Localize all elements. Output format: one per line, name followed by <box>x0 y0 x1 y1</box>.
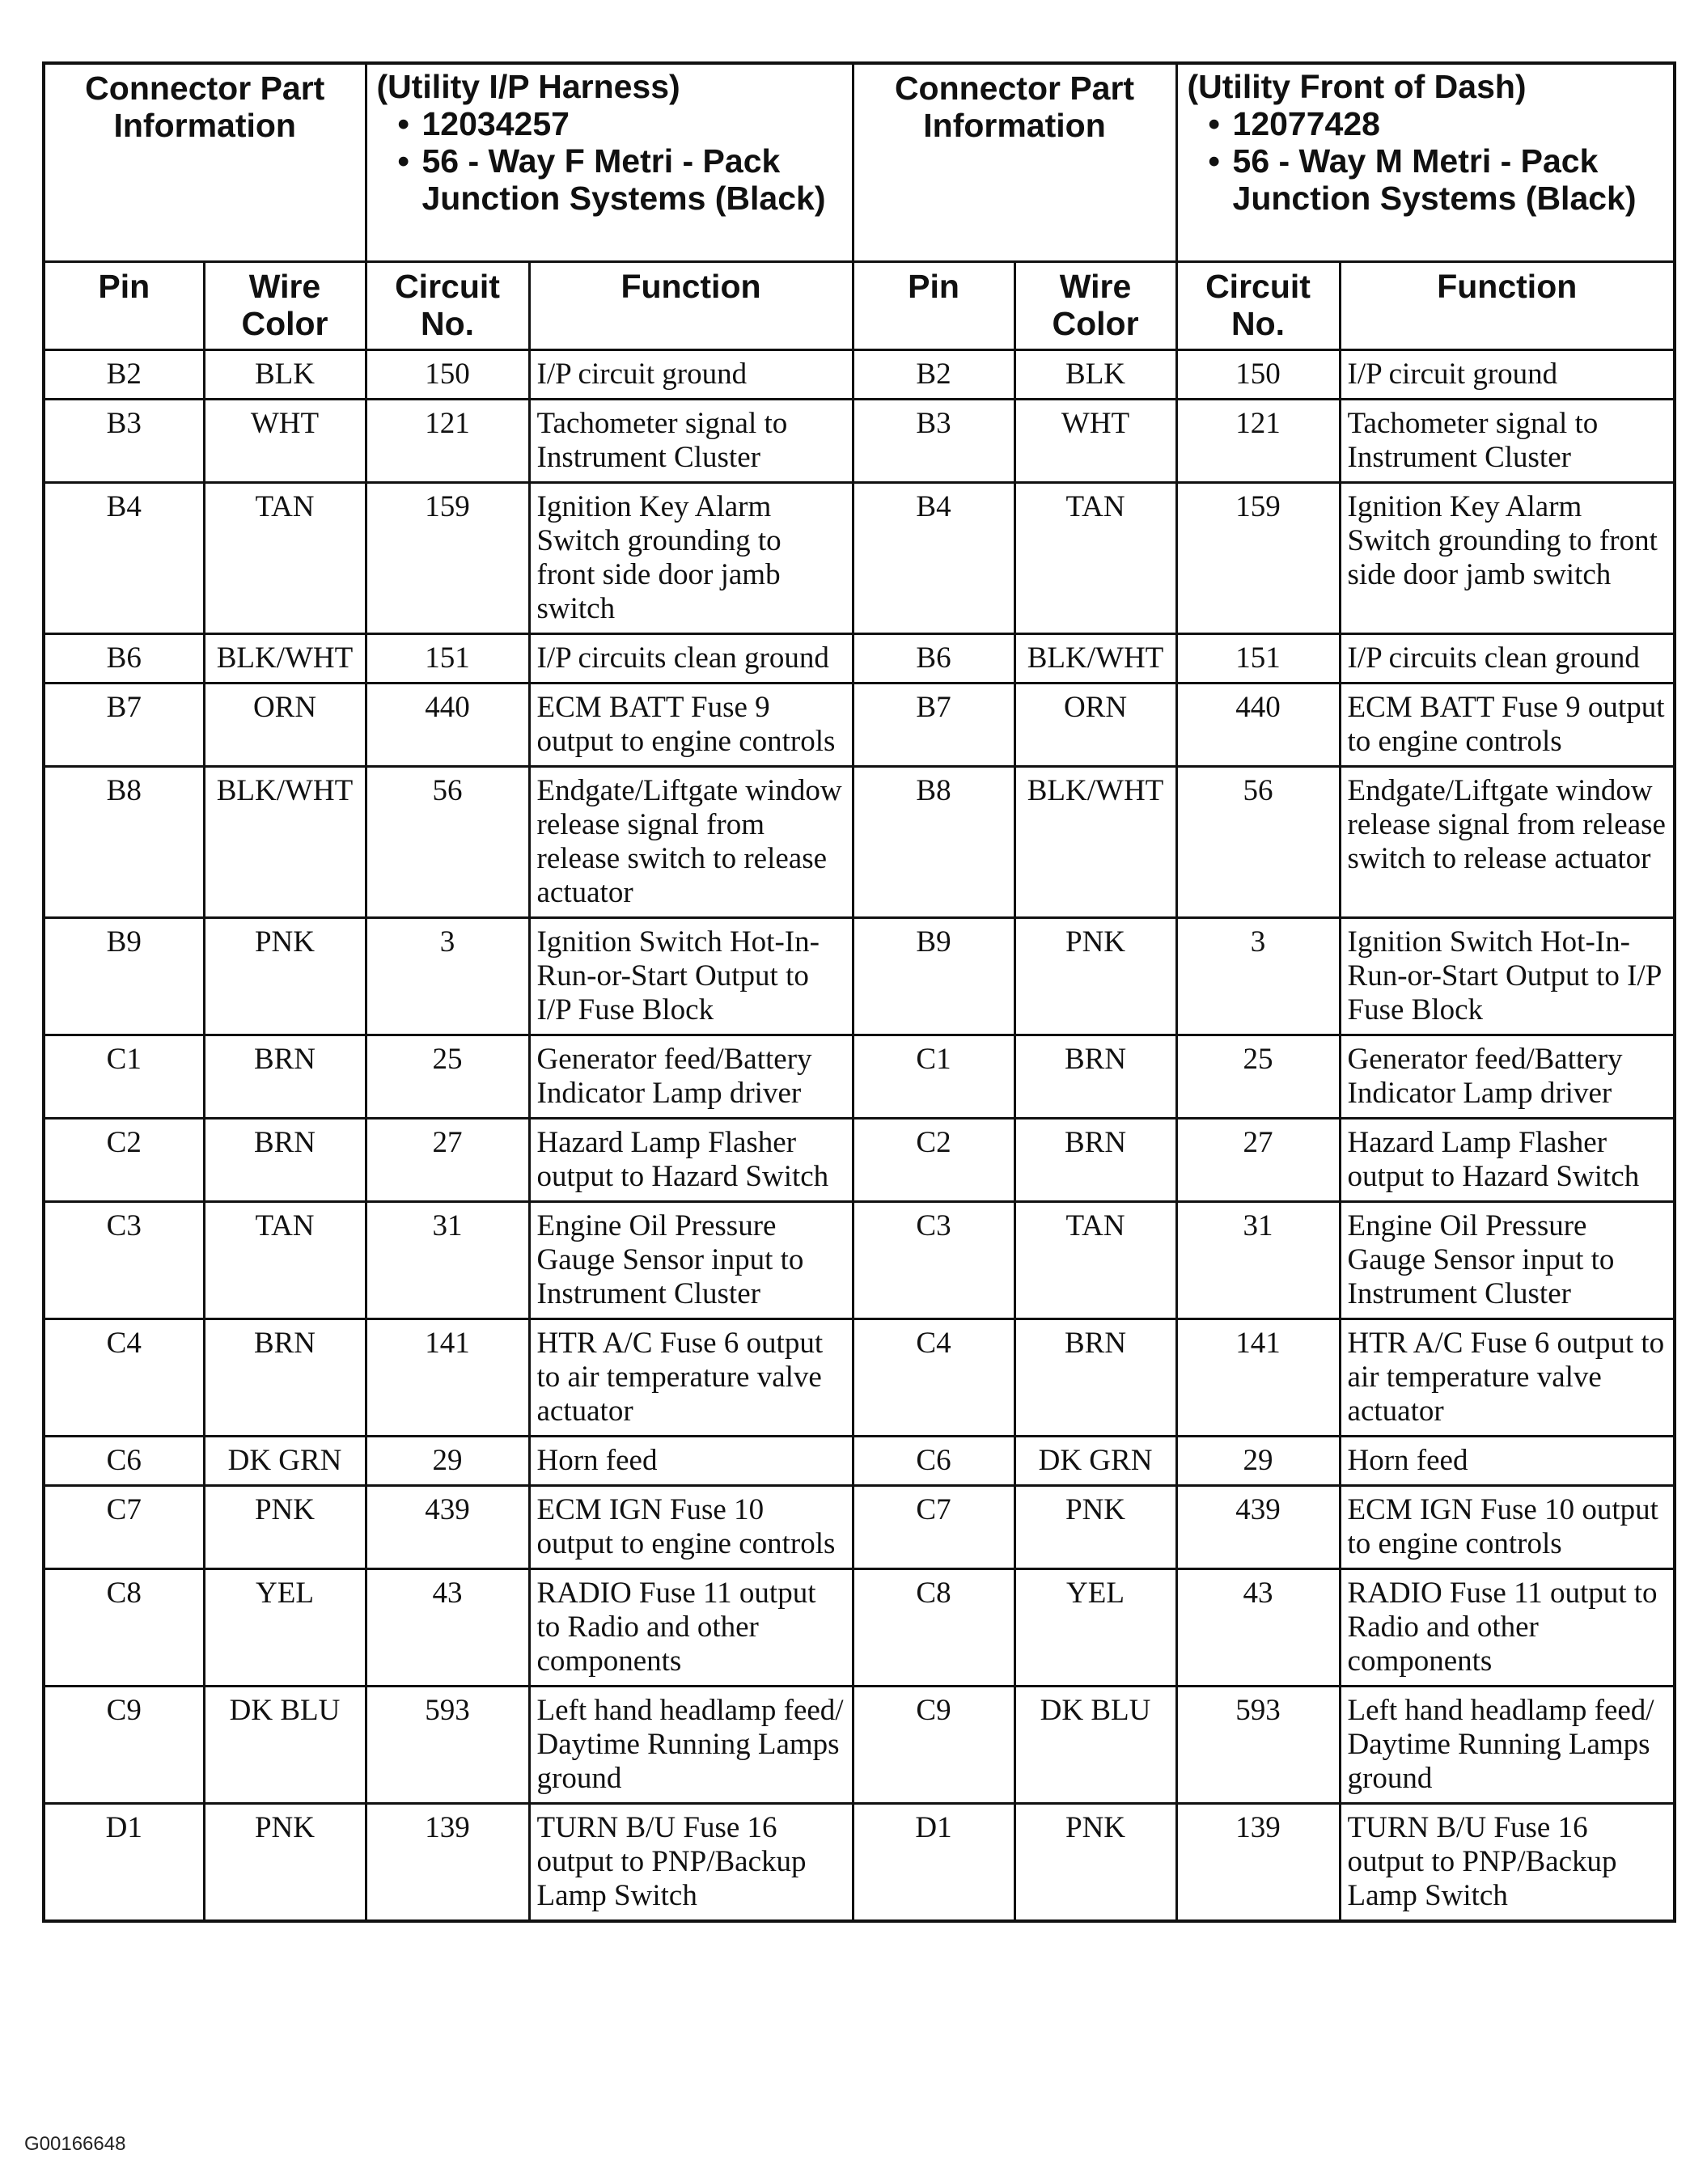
left-wire-color-cell: BLK/WHT <box>204 766 366 917</box>
left-pin-cell: C4 <box>44 1318 204 1436</box>
right-column-header-circuit-no: Circuit No. <box>1176 261 1340 349</box>
right-function-cell: Endgate/Liftgate window release signal from release switch to release actuator <box>1340 766 1675 917</box>
left-function-cell: Endgate/Liftgate window release signal from release switch to release actuator <box>529 766 853 917</box>
left-wire-color-cell: BRN <box>204 1118 366 1201</box>
right-connector-part-number: • 12077428 <box>1208 105 1380 142</box>
left-circuit-cell: 27 <box>366 1118 529 1201</box>
right-pin-cell: C7 <box>853 1485 1014 1568</box>
left-circuit-cell: 43 <box>366 1568 529 1686</box>
right-pin-cell: C3 <box>853 1201 1014 1318</box>
left-function-cell: TURN B/U Fuse 16 output to PNP/Backup Lamp Switch <box>529 1803 853 1921</box>
left-wire-color-cell: YEL <box>204 1568 366 1686</box>
left-pin-cell: B6 <box>44 633 204 683</box>
left-pin-cell: C9 <box>44 1686 204 1803</box>
table-row <box>44 1035 1675 1118</box>
right-function-cell: Ignition Switch Hot-In-Run-or-Start Output to I/P Fuse Block <box>1340 917 1675 1035</box>
right-wire-color-cell: TAN <box>1014 1201 1176 1318</box>
table-row <box>44 1436 1675 1485</box>
left-function-cell: ECM IGN Fuse 10 output to engine controls <box>529 1485 853 1568</box>
left-pin-cell: B3 <box>44 399 204 482</box>
left-function-cell: HTR A/C Fuse 6 output to air temperature valve actuator <box>529 1318 853 1436</box>
right-pin-cell: C4 <box>853 1318 1014 1436</box>
table-row <box>44 1118 1675 1201</box>
right-pin-cell: B4 <box>853 482 1014 633</box>
left-wire-color-cell: PNK <box>204 917 366 1035</box>
left-wire-color-cell: BRN <box>204 1318 366 1436</box>
left-wire-color-cell: BLK <box>204 349 366 399</box>
right-pin-cell: C9 <box>853 1686 1014 1803</box>
left-pin-cell: C7 <box>44 1485 204 1568</box>
right-wire-color-cell: BRN <box>1014 1318 1176 1436</box>
right-column-header-wire-color: Wire Color <box>1014 261 1176 349</box>
left-circuit-cell: 150 <box>366 349 529 399</box>
connector-table <box>42 61 1676 1923</box>
left-circuit-cell: 151 <box>366 633 529 683</box>
left-function-cell: Horn feed <box>529 1436 853 1485</box>
right-pin-cell: B2 <box>853 349 1014 399</box>
left-wire-color-cell: BRN <box>204 1035 366 1118</box>
left-function-cell: ECM BATT Fuse 9 output to engine controls <box>529 683 853 766</box>
right-wire-color-cell: WHT <box>1014 399 1176 482</box>
left-circuit-cell: 31 <box>366 1201 529 1318</box>
left-circuit-cell: 159 <box>366 482 529 633</box>
table-row <box>44 1568 1675 1686</box>
left-function-cell: Ignition Switch Hot-In-Run-or-Start Output to I/P Fuse Block <box>529 917 853 1035</box>
left-column-header-circuit-no: Circuit No. <box>366 261 529 349</box>
left-pin-cell: C6 <box>44 1436 204 1485</box>
left-pin-cell: C3 <box>44 1201 204 1318</box>
right-circuit-cell: 139 <box>1176 1803 1340 1921</box>
column-header-row <box>44 261 1675 349</box>
right-circuit-cell: 56 <box>1176 766 1340 917</box>
left-wire-color-cell: TAN <box>204 482 366 633</box>
left-wire-color-cell: PNK <box>204 1803 366 1921</box>
right-wire-color-cell: TAN <box>1014 482 1176 633</box>
left-circuit-cell: 121 <box>366 399 529 482</box>
left-pin-cell: D1 <box>44 1803 204 1921</box>
left-wire-color-cell: ORN <box>204 683 366 766</box>
right-connector-label <box>853 63 1176 261</box>
right-circuit-cell: 3 <box>1176 917 1340 1035</box>
left-pin-cell: C8 <box>44 1568 204 1686</box>
left-function-cell: I/P circuits clean ground <box>529 633 853 683</box>
left-column-header-wire-color: Wire Color <box>204 261 366 349</box>
right-pin-cell: B7 <box>853 683 1014 766</box>
left-pin-cell: C1 <box>44 1035 204 1118</box>
right-pin-cell: B9 <box>853 917 1014 1035</box>
left-column-header-function: Function <box>529 261 853 349</box>
right-function-cell: Left hand headlamp feed/ Daytime Running Lamps ground <box>1340 1686 1675 1803</box>
table-row <box>44 1686 1675 1803</box>
left-circuit-cell: 139 <box>366 1803 529 1921</box>
left-connector-title: (Utility I/P Harness) <box>376 68 680 105</box>
left-wire-color-cell: DK BLU <box>204 1686 366 1803</box>
left-pin-cell: B9 <box>44 917 204 1035</box>
left-connector-info <box>366 63 853 261</box>
left-circuit-cell: 25 <box>366 1035 529 1118</box>
connector-info-row <box>44 63 1675 261</box>
right-connector-label-text: Connector Part Information <box>894 70 1135 144</box>
left-function-cell: RADIO Fuse 11 output to Radio and other components <box>529 1568 853 1686</box>
left-function-cell: Tachometer signal to Instrument Cluster <box>529 399 853 482</box>
right-function-cell: Engine Oil Pressure Gauge Sensor input to Instrument Cluster <box>1340 1201 1675 1318</box>
right-wire-color-cell: ORN <box>1014 683 1176 766</box>
right-wire-color-cell: PNK <box>1014 917 1176 1035</box>
right-function-cell: HTR A/C Fuse 6 output to air temperature valve actuator <box>1340 1318 1675 1436</box>
right-column-header-pin: Pin <box>853 261 1014 349</box>
right-wire-color-cell: YEL <box>1014 1568 1176 1686</box>
right-wire-color-cell: BLK/WHT <box>1014 633 1176 683</box>
right-function-cell: Hazard Lamp Flasher output to Hazard Switch <box>1340 1118 1675 1201</box>
right-circuit-cell: 27 <box>1176 1118 1340 1201</box>
left-connector-description: • 56 - Way F Metri - Pack Junction Systems (Black) <box>397 142 826 217</box>
left-wire-color-cell: BLK/WHT <box>204 633 366 683</box>
right-wire-color-cell: BLK <box>1014 349 1176 399</box>
right-wire-color-cell: DK BLU <box>1014 1686 1176 1803</box>
right-function-cell: Ignition Key Alarm Switch grounding to front side door jamb switch <box>1340 482 1675 633</box>
table-row <box>44 349 1675 399</box>
left-circuit-cell: 56 <box>366 766 529 917</box>
right-column-header-function: Function <box>1340 261 1675 349</box>
table-row <box>44 1803 1675 1921</box>
left-column-header-pin: Pin <box>44 261 204 349</box>
table-row <box>44 1201 1675 1318</box>
right-pin-cell: B3 <box>853 399 1014 482</box>
right-function-cell: Generator feed/Battery Indicator Lamp driver <box>1340 1035 1675 1118</box>
left-connector-label <box>44 63 366 261</box>
figure-code: G00166648 <box>24 2133 126 2155</box>
right-circuit-cell: 439 <box>1176 1485 1340 1568</box>
right-connector-title: (Utility Front of Dash) <box>1187 68 1527 105</box>
left-circuit-cell: 29 <box>366 1436 529 1485</box>
right-pin-cell: D1 <box>853 1803 1014 1921</box>
left-wire-color-cell: WHT <box>204 399 366 482</box>
table-row <box>44 482 1675 633</box>
left-circuit-cell: 593 <box>366 1686 529 1803</box>
left-pin-cell: B7 <box>44 683 204 766</box>
left-pin-cell: B2 <box>44 349 204 399</box>
right-circuit-cell: 121 <box>1176 399 1340 482</box>
right-circuit-cell: 151 <box>1176 633 1340 683</box>
right-function-cell: RADIO Fuse 11 output to Radio and other components <box>1340 1568 1675 1686</box>
right-wire-color-cell: BRN <box>1014 1035 1176 1118</box>
left-function-cell: Hazard Lamp Flasher output to Hazard Switch <box>529 1118 853 1201</box>
right-circuit-cell: 150 <box>1176 349 1340 399</box>
table-row <box>44 917 1675 1035</box>
left-connector-label-text: Connector Part Information <box>85 70 325 144</box>
left-circuit-cell: 3 <box>366 917 529 1035</box>
left-circuit-cell: 440 <box>366 683 529 766</box>
table-row <box>44 633 1675 683</box>
right-function-cell: ECM BATT Fuse 9 output to engine controls <box>1340 683 1675 766</box>
left-pin-cell: C2 <box>44 1118 204 1201</box>
right-circuit-cell: 440 <box>1176 683 1340 766</box>
right-wire-color-cell: BLK/WHT <box>1014 766 1176 917</box>
bullet-icon: • <box>1208 142 1220 180</box>
left-circuit-cell: 141 <box>366 1318 529 1436</box>
right-wire-color-cell: BRN <box>1014 1118 1176 1201</box>
left-function-cell: Engine Oil Pressure Gauge Sensor input to Instrument Cluster <box>529 1201 853 1318</box>
left-function-cell: I/P circuit ground <box>529 349 853 399</box>
table-row <box>44 683 1675 766</box>
right-function-cell: Tachometer signal to Instrument Cluster <box>1340 399 1675 482</box>
right-wire-color-cell: PNK <box>1014 1803 1176 1921</box>
table-row <box>44 1318 1675 1436</box>
bullet-icon: • <box>397 142 409 180</box>
left-function-cell: Generator feed/Battery Indicator Lamp driver <box>529 1035 853 1118</box>
left-wire-color-cell: DK GRN <box>204 1436 366 1485</box>
table-row <box>44 1485 1675 1568</box>
right-connector-description: • 56 - Way M Metri - Pack Junction Systems (Black) <box>1208 142 1637 217</box>
right-function-cell: TURN B/U Fuse 16 output to PNP/Backup Lamp Switch <box>1340 1803 1675 1921</box>
right-function-cell: I/P circuit ground <box>1340 349 1675 399</box>
right-function-cell: Horn feed <box>1340 1436 1675 1485</box>
left-circuit-cell: 439 <box>366 1485 529 1568</box>
right-circuit-cell: 25 <box>1176 1035 1340 1118</box>
right-pin-cell: C6 <box>853 1436 1014 1485</box>
right-function-cell: ECM IGN Fuse 10 output to engine controls <box>1340 1485 1675 1568</box>
left-connector-part-number: • 12034257 <box>397 105 570 142</box>
left-wire-color-cell: TAN <box>204 1201 366 1318</box>
left-pin-cell: B4 <box>44 482 204 633</box>
left-function-cell: Ignition Key Alarm Switch grounding to front side door jamb switch <box>529 482 853 633</box>
table-row <box>44 399 1675 482</box>
right-circuit-cell: 31 <box>1176 1201 1340 1318</box>
right-pin-cell: B8 <box>853 766 1014 917</box>
left-function-cell: Left hand headlamp feed/ Daytime Running Lamps ground <box>529 1686 853 1803</box>
right-circuit-cell: 159 <box>1176 482 1340 633</box>
right-connector-info <box>1176 63 1675 261</box>
right-circuit-cell: 43 <box>1176 1568 1340 1686</box>
right-circuit-cell: 141 <box>1176 1318 1340 1436</box>
right-wire-color-cell: DK GRN <box>1014 1436 1176 1485</box>
bullet-icon: • <box>1208 105 1220 142</box>
table-row <box>44 766 1675 917</box>
left-pin-cell: B8 <box>44 766 204 917</box>
table-body <box>44 349 1675 1921</box>
right-pin-cell: C8 <box>853 1568 1014 1686</box>
left-wire-color-cell: PNK <box>204 1485 366 1568</box>
right-pin-cell: C1 <box>853 1035 1014 1118</box>
right-pin-cell: B6 <box>853 633 1014 683</box>
right-circuit-cell: 29 <box>1176 1436 1340 1485</box>
bullet-icon: • <box>397 105 409 142</box>
right-function-cell: I/P circuits clean ground <box>1340 633 1675 683</box>
right-circuit-cell: 593 <box>1176 1686 1340 1803</box>
right-pin-cell: C2 <box>853 1118 1014 1201</box>
right-wire-color-cell: PNK <box>1014 1485 1176 1568</box>
